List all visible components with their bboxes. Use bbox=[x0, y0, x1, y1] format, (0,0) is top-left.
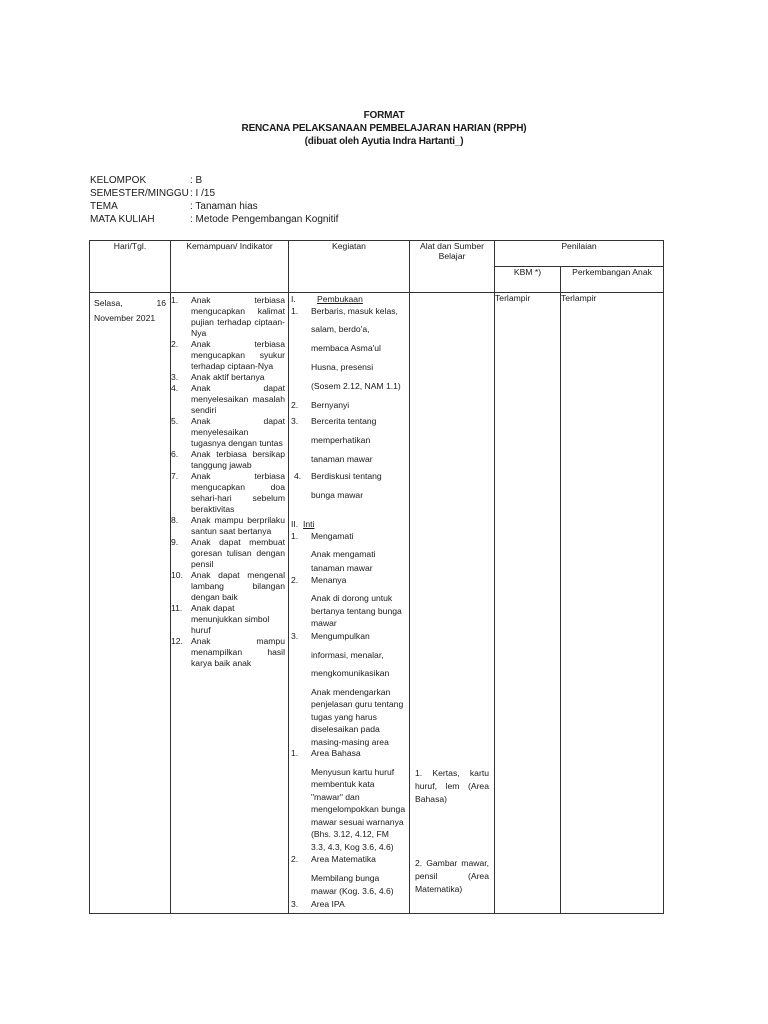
cell-kegiatan: I. Pembukaan 1. Berbaris, masuk kelas, salam, berdo'a, membaca Asma'ul Husna, presensi (Sosem 2.12, NAM 1.1) 2. Bernyanyi 3. Bercerita tentang memperhatikan tanaman mawar 4. Berdiskusi tentang bunga mawar II. Inti 1. Mengamati Anak mengamati tanaman mawar 2. Menanya Anak di dorong untuk bertanya tentang bunga mawar 3. Mengumpulkan informasi, menalar, mengkomunikasikan Anak mendengarkan penjelasan guru tentang tugas yang harus diselesaikan pada masing-masing area 1. Area Bahasa Menyusun kartu huruf membentuk kata "mawar" dan mengelompokkan bunga mawar sesuai warnanya (Bhs. 3.12, 4.12, FM 3.3, 4.3, Kog 3.6, 4.6) 2. Area Matematika Membilang bunga mawar (Kog. 3.6, 4.6) 3. Area IPA bbox=[289, 293, 410, 914]
list-item: 11. Anak dapat menunjukkan simbol huruf bbox=[171, 603, 270, 635]
list-item: 12. Anak mampu menampilkan hasil karya baik anak bbox=[171, 636, 285, 668]
rpph-table bbox=[89, 240, 664, 914]
list-item: 4. Anak dapat menyelesaikan masalah sendiri bbox=[171, 383, 285, 415]
header-perkembangan: Perkembangan Anak bbox=[561, 267, 664, 293]
list-item: 8. Anak mampu berprilaku santun saat bertanya bbox=[171, 515, 285, 536]
meta-info bbox=[90, 174, 338, 226]
list-item: 9. Anak dapat membuat goresan tulisan dengan pensil bbox=[171, 537, 285, 569]
meta-row-tema: TEMA : Tanaman hias bbox=[90, 201, 258, 212]
doc-author: (dibuat oleh Ayutia Indra Hartanti_) bbox=[304, 136, 464, 147]
header-penilaian: Penilaian bbox=[495, 241, 664, 267]
meta-row-semester: SEMESTER/MINGGU : I /15 bbox=[90, 188, 216, 199]
list-item: 5. Anak dapat menyelesaikan tugasnya dengan tuntas bbox=[171, 416, 285, 448]
doc-format-label: FORMAT bbox=[363, 110, 405, 121]
list-item: 2. Anak terbiasa mengucapkan syukur terhadap ciptaan-Nya bbox=[171, 339, 285, 371]
cell-perkembangan: Terlampir bbox=[561, 293, 664, 914]
doc-title: RENCANA PELAKSANAAN PEMBELAJARAN HARIAN (RPPH) bbox=[241, 123, 527, 134]
meta-row-kelompok: KELOMPOK : B bbox=[90, 175, 203, 186]
header-kegiatan: Kegiatan bbox=[289, 241, 410, 293]
list-item: 1. Anak terbiasa mengucapkan kalimat pujian terhadap ciptaan-Nya bbox=[171, 295, 285, 338]
meta-row-mata-kuliah: MATA KULIAH : Metode Pengembangan Kognitif bbox=[90, 214, 339, 225]
header-kemampuan: Kemampuan/ Indikator bbox=[171, 241, 289, 293]
list-item: 6. Anak terbiasa bersikap tanggung jawab bbox=[171, 449, 285, 470]
header-kbm: KBM *) bbox=[495, 267, 561, 293]
list-item: 3. Anak aktif bertanya bbox=[171, 372, 265, 382]
cell-kbm: Terlampir bbox=[495, 293, 561, 914]
cell-alat bbox=[410, 293, 495, 914]
alat-area-bahasa: 1. Kertas, kartu huruf, lem (Area Bahasa) bbox=[415, 768, 489, 804]
alat-area-matematika: 2. Gambar mawar, pensil (Area Matematika) bbox=[415, 858, 489, 894]
list-item: 7. Anak terbiasa mengucapkan doa sehari-hari sebelum beraktivitas bbox=[171, 471, 285, 514]
list-item: 10. Anak dapat mengenal lambang bilangan dengan baik bbox=[171, 570, 285, 602]
cell-indikator bbox=[171, 293, 289, 914]
header-alat: Alat dan Sumber Belajar bbox=[410, 241, 495, 293]
header-hari: Hari/Tgl. bbox=[90, 241, 171, 293]
cell-hari: Selasa, 16 November 2021 bbox=[90, 293, 171, 914]
